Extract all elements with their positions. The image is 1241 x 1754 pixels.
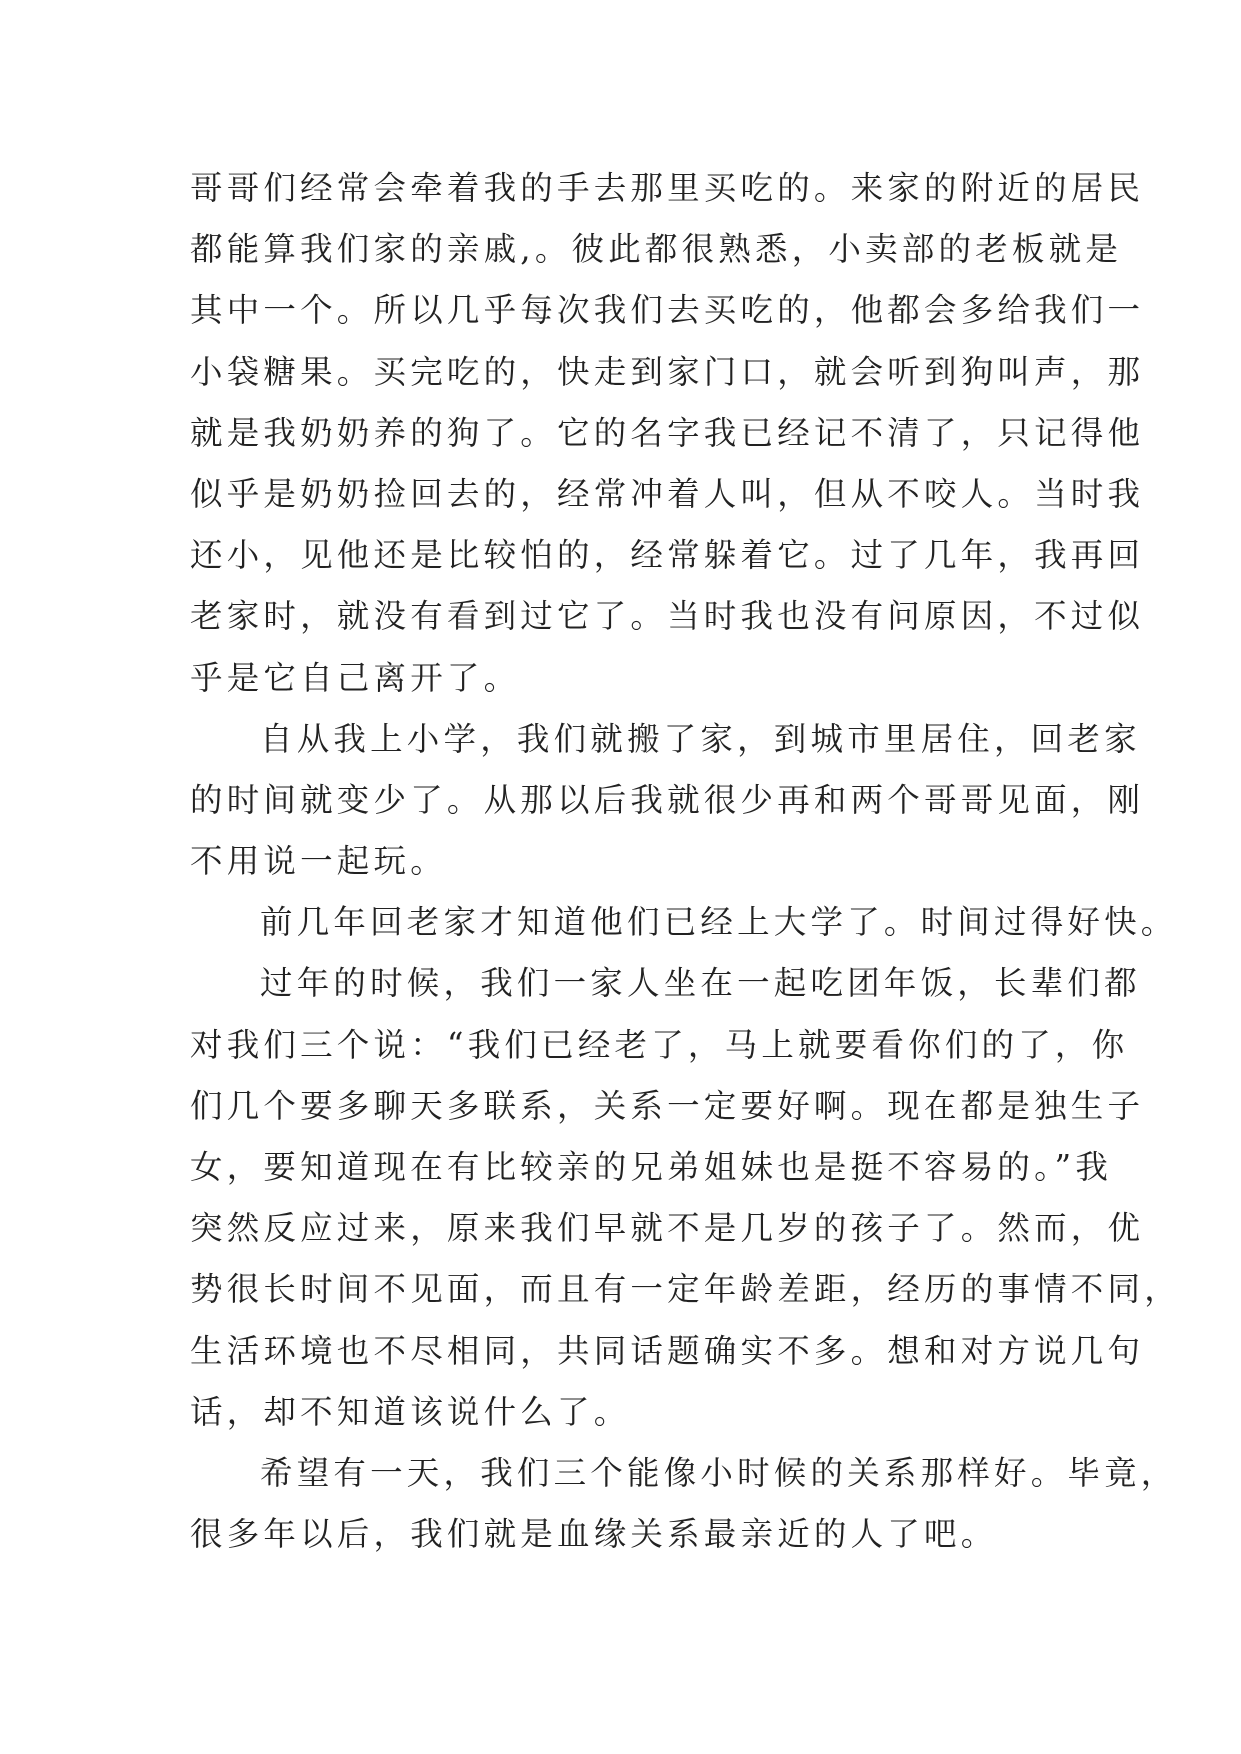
text-line: 就是我奶奶养的狗了。它的名字我已经记不清了，只记得他 [190, 413, 1145, 452]
text-line: 很多年以后，我们就是血缘关系最亲近的人了吧。 [190, 1515, 998, 1554]
paragraph-first-line: 自从我上小学，我们就搬了家，到城市里居住，回老家 [260, 719, 1141, 758]
text-line: 小袋糖果。买完吃的，快走到家门口，就会听到狗叫声，那 [190, 352, 1145, 391]
text-line: 突然反应过来，原来我们早就不是几岁的孩子了。然而，优 [190, 1209, 1145, 1248]
paragraph-first-line: 前几年回老家才知道他们已经上大学了。时间过得好快。 [260, 903, 1178, 942]
text-line: 哥哥们经常会牵着我的手去那里买吃的。来家的附近的居民 [190, 169, 1145, 207]
text-line: 生活环境也不尽相同，共同话题确实不多。想和对方说几句 [190, 1331, 1145, 1370]
text-line: 似乎是奶奶捡回去的，经常冲着人叫，但从不咬人。当时我 [190, 474, 1145, 513]
text-line: 对我们三个说：“我们已经老了，马上就要看你们的了，你 [190, 1025, 1129, 1064]
text-line: 势很长时间不见面，而且有一定年龄差距，经历的事情不同， [190, 1270, 1181, 1309]
text-line: 乎是它自己离开了。 [190, 658, 521, 697]
text-line: 其中一个。所以几乎每次我们去买吃的，他都会多给我们一 [190, 291, 1145, 330]
paragraph-first-line: 过年的时候，我们一家人坐在一起吃团年饭，长辈们都 [260, 964, 1141, 1003]
paragraph-first-line: 希望有一天，我们三个能像小时候的关系那样好。毕竟， [260, 1453, 1178, 1492]
text-line: 女，要知道现在有比较亲的兄弟姐妹也是挺不容易的。”我 [190, 1148, 1113, 1186]
body-text [190, 158, 1181, 1565]
text-line: 老家时，就没有看到过它了。当时我也没有问原因，不过似 [190, 597, 1145, 636]
text-line: 话，却不知道该说什么了。 [190, 1392, 631, 1431]
text-line: 还小，见他还是比较怕的，经常躲着它。过了几年，我再回 [190, 536, 1145, 575]
text-line: 们几个要多聊天多联系，关系一定要好啊。现在都是独生子 [190, 1086, 1145, 1125]
text-line: 都能算我们家的亲戚,。彼此都很熟悉，小卖部的老板就是 [190, 230, 1123, 269]
text-line: 不用说一起玩。 [190, 842, 447, 881]
text-line: 的时间就变少了。从那以后我就很少再和两个哥哥见面，刚 [190, 780, 1145, 819]
